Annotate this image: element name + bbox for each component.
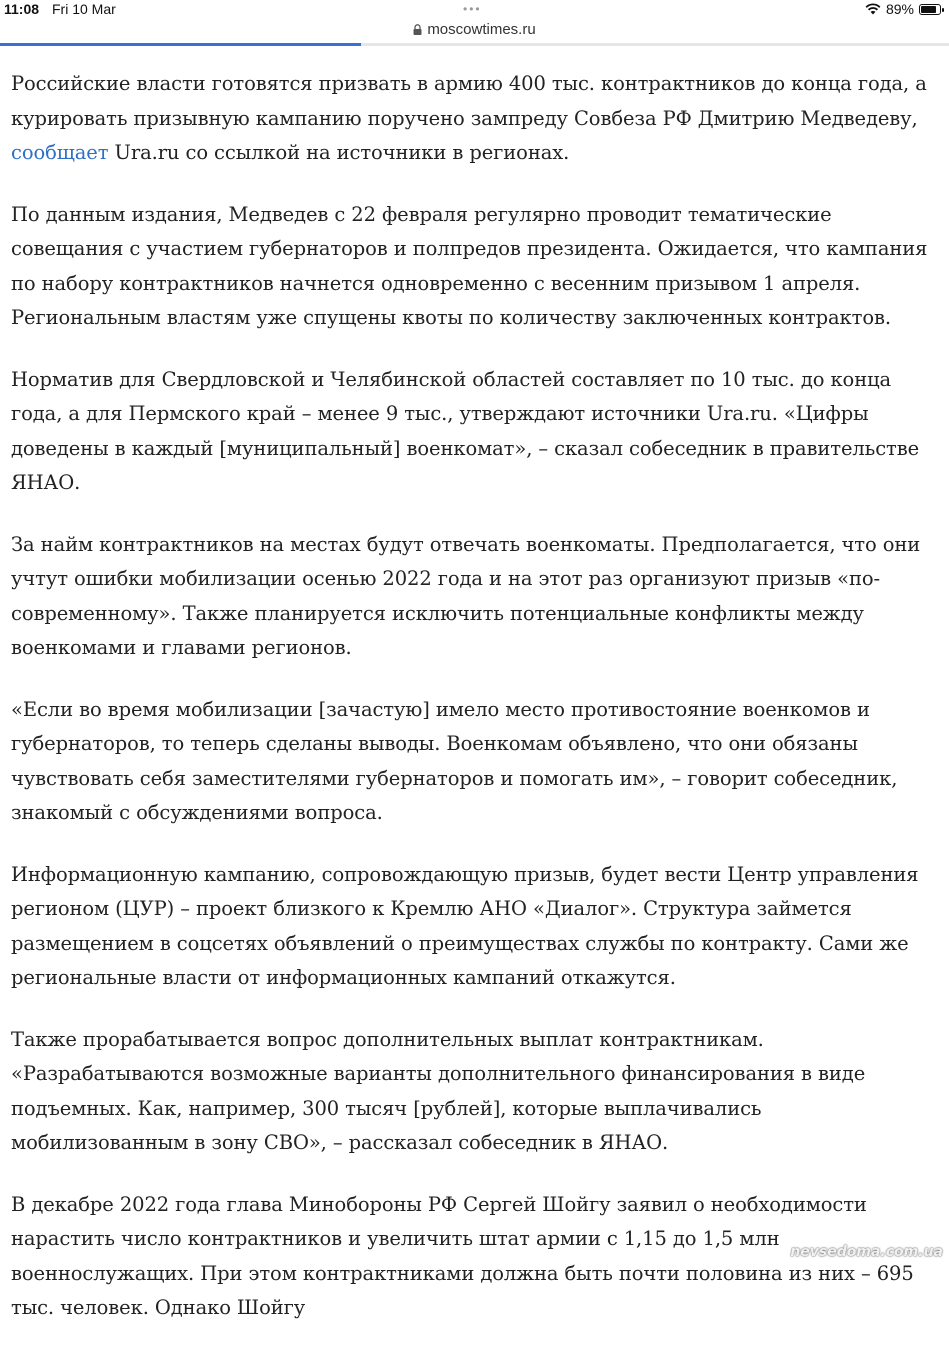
article-paragraph: В декабре 2022 года глава Минобороны РФ Сергей Шойгу заявил о необходимости нарастить число контрактников и увеличить штат армии с 1,15 до 1,5 млн военнослужащих. При этом контрактниками должна быть почти половина из них – 695 тыс. человек. Однако Шойгу — [11, 1192, 914, 1319]
address-bar[interactable] — [0, 20, 949, 42]
article-paragraph: «Если во время мобилизации [зачастую] имело место противостояние военкомов и губернаторов, то теперь сделаны выводы. Военкомам объявлено, что они обязаны чувствовать себя заместителями губернаторов и помогать им», – говорит собеседник, знакомый с обсуждениями вопроса. — [11, 697, 898, 824]
article-paragraph: Также прорабатывается вопрос дополнительных выплат контрактникам. «Разрабатываются возможные варианты дополнительного финансирования в виде подъемных. Как, например, 300 тысяч [рублей], которые выплачивались мобилизованным в зону СВО», – рассказал собеседник в ЯНАО. — [11, 1027, 866, 1154]
article-paragraph: Российские власти готовятся призвать в армию 400 тыс. контрактников до конца года, а курировать призывную кампанию поручено зампреду Совбеза РФ Дмитрию Медведеву, сообщает Ura.ru со ссылкой на источники в регионах. — [11, 72, 927, 164]
battery-percent: 89% — [885, 1, 914, 17]
wifi-icon — [865, 3, 881, 15]
battery-icon — [919, 4, 941, 15]
page-progress-bar — [0, 43, 949, 46]
article-paragraph: Норматив для Свердловской и Челябинской областей составляет по 10 тыс. до конца года, а для Пермского край – менее 9 тыс., утверждают источники Ura.ru. «Цифры доведены в каждый [муниципальный] военкомат», – сказал собеседник в правительстве ЯНАО. — [11, 367, 920, 494]
status-bar — [0, 0, 949, 20]
lock-icon — [413, 24, 422, 35]
source-link[interactable]: сообщает — [11, 141, 109, 164]
url-text[interactable]: moscowtimes.ru — [427, 21, 536, 38]
article-paragraph: По данным издания, Медведев с 22 февраля регулярно проводит тематические совещания с участием губернаторов и полпредов президента. Ожидается, что кампания по набору контрактников начнется одновременно с весенним призывом 1 апреля. Региональным властям уже спущены квоты по количеству заключенных контрактов. — [11, 202, 928, 329]
article-paragraph: Информационную кампанию, сопровождающую призыв, будет вести Центр управления регионом (ЦУР) – проект близкого к Кремлю АНО «Диалог». Структура займется размещением в соцсетях объявлений о преимуществах службы по контракту. Сами же региональные власти от информационных кампаний откажутся. — [11, 862, 919, 989]
watermark: nevsedoma.com.ua — [790, 1244, 943, 1260]
article-paragraph: За найм контрактников на местах будут отвечать военкоматы. Предполагается, что они учтут ошибки мобилизации осенью 2022 года и на этот раз организуют призыв «по-современному». Также планируется исключить потенциальные конфликты между военкомами и главами регионов. — [11, 532, 921, 659]
page-progress-fill — [0, 43, 361, 46]
article-body — [11, 67, 941, 1353]
status-time: 11:08 — [4, 1, 40, 17]
status-indicators — [865, 1, 941, 17]
status-date: Fri 10 Mar — [52, 1, 116, 17]
multitask-dots-icon[interactable]: ••• — [463, 2, 482, 16]
